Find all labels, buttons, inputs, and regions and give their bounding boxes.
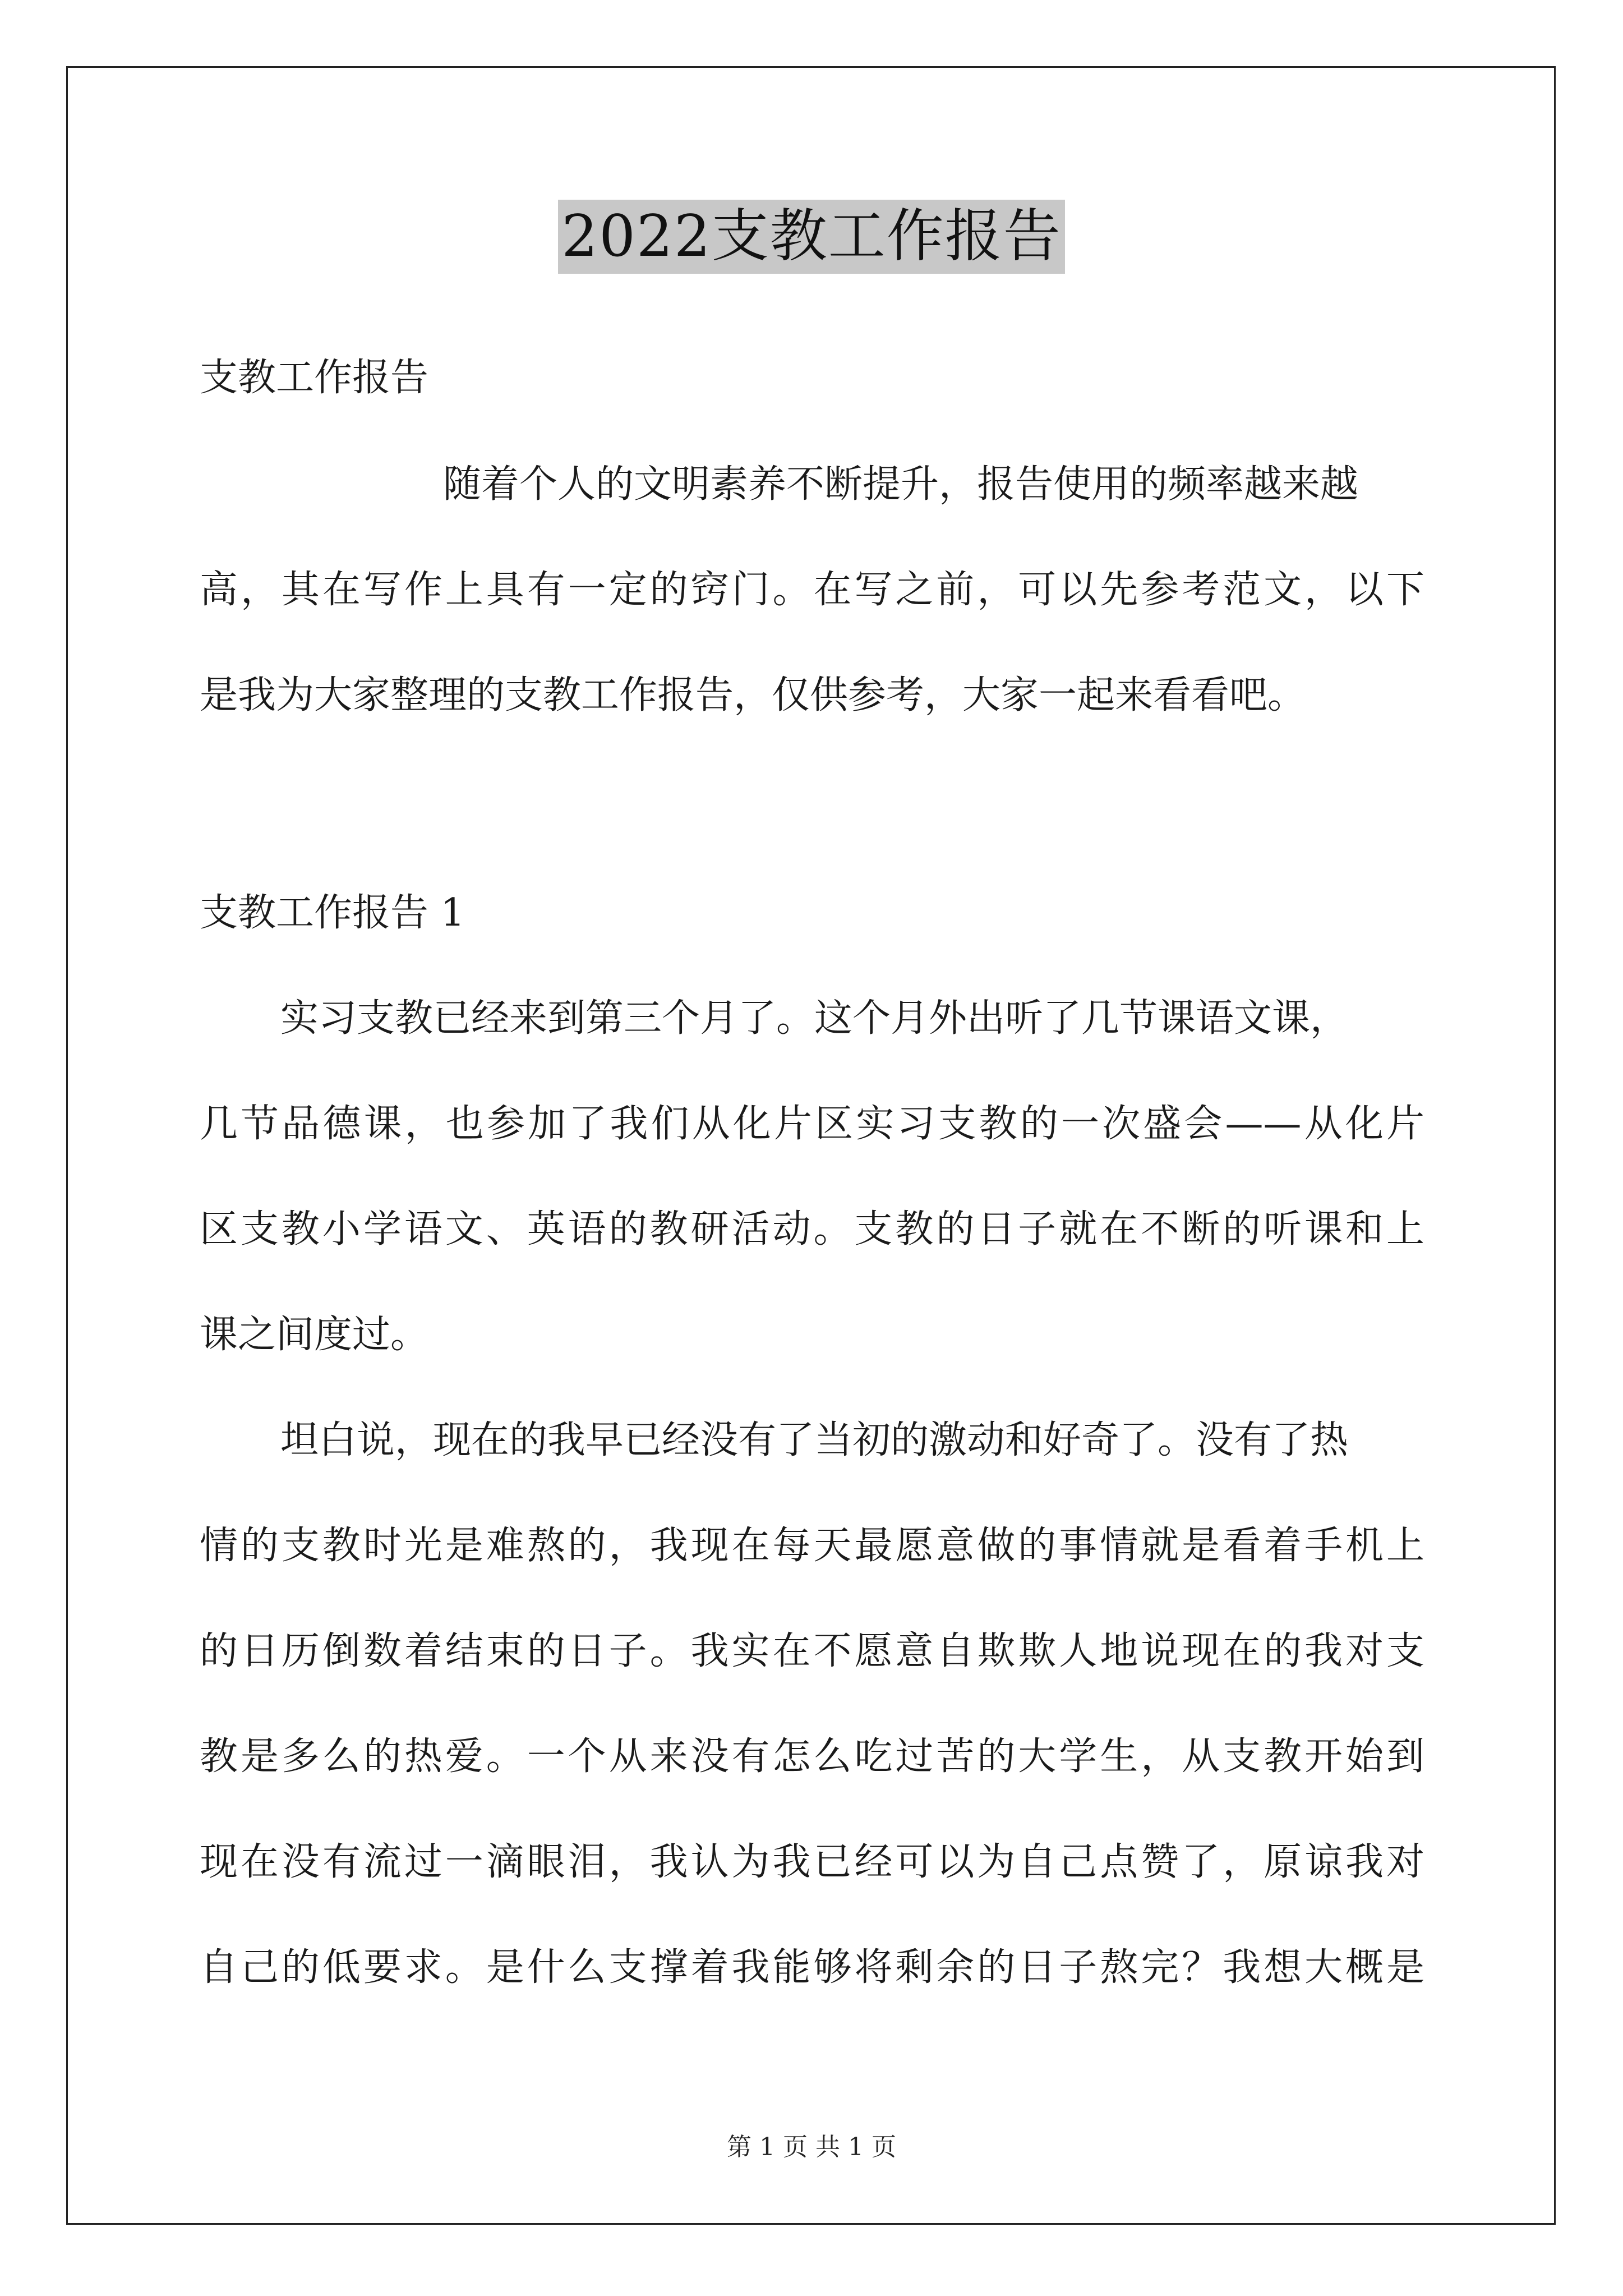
intro-line: 随着个人的文明素养不断提升，报告使用的频率越来越 — [443, 462, 1359, 507]
paragraph-line: 课之间度过。 — [200, 1313, 429, 1357]
paragraph-line: 的日历倒数着结束的日子。我实在不愿意自欺欺人地说现在的我对支 — [200, 1629, 1424, 1673]
document-title: 2022支教工作报告 — [558, 200, 1065, 274]
paragraph-line: 情的支教时光是难熬的，我现在每天最愿意做的事情就是看着手机上 — [200, 1524, 1424, 1568]
paragraph-line: 教是多么的热爱。一个从来没有怎么吃过苦的大学生，从支教开始到 — [200, 1734, 1424, 1779]
paragraph-line: 实习支教已经来到第三个月了。这个月外出听了几节课语文课， — [280, 996, 1349, 1041]
page-footer: 第 1 页 共 1 页 — [727, 2133, 896, 2161]
title-container — [0, 200, 1623, 274]
paragraph-line: 坦白说，现在的我早已经没有了当初的激动和好奇了。没有了热 — [280, 1418, 1349, 1462]
paragraph-line: 现在没有流过一滴眼泪，我认为我已经可以为自己点赞了，原谅我对 — [200, 1840, 1424, 1884]
intro-line: 高，其在写作上具有一定的窍门。在写之前，可以先参考范文，以下 — [200, 568, 1424, 612]
section-heading: 支教工作报告 1 — [200, 891, 465, 935]
paragraph-line: 区支教小学语文、英语的教研活动。支教的日子就在不断的听课和上 — [200, 1207, 1424, 1251]
document-subtitle: 支教工作报告 — [200, 356, 429, 400]
paragraph-line: 几节品德课，也参加了我们从化片区实习支教的一次盛会——从化片 — [200, 1102, 1424, 1146]
paragraph-line: 自己的低要求。是什么支撑着我能够将剩余的日子熬完？我想大概是 — [200, 1945, 1424, 1990]
intro-line: 是我为大家整理的支教工作报告，仅供参考，大家一起来看看吧。 — [200, 673, 1306, 717]
